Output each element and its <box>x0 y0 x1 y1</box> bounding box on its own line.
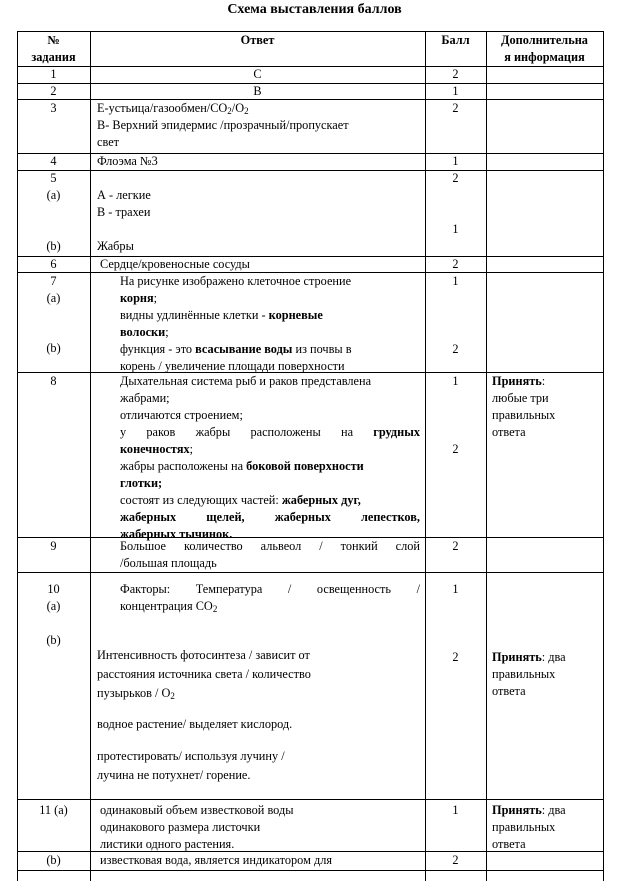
row-10-score-a: 1 <box>452 582 459 596</box>
row-5-answer-b: Жабры <box>97 239 134 253</box>
row-10-answer-b2: водное растение/ выделяет кислород. <box>97 717 293 731</box>
row-5-answer-a: А - легкие В - трахеи <box>97 188 151 219</box>
row-1-num: 1 <box>50 67 57 81</box>
row-5-num-a: (a) <box>46 188 61 202</box>
row-11-num: 11 (a) <box>39 803 68 817</box>
row-12-answer: известковая вода, является индикатором для <box>100 853 332 867</box>
row-12-num: (b) <box>46 853 61 867</box>
row-10-num: 10 <box>47 582 60 596</box>
row-10-answer-b3: протестировать/ используя лучину / лучина не потухнет/ горение. <box>97 749 285 782</box>
row-5-num-b: (b) <box>46 239 61 253</box>
row-4-num: 4 <box>50 154 57 168</box>
row-10-answer-a: Факторы: Температура / освещенность / концентрация $CO_2$ <box>120 582 420 614</box>
row-7-num-a: (a) <box>46 291 61 305</box>
row-6-num: 6 <box>50 257 57 271</box>
row-5-score-a: 2 <box>452 171 459 185</box>
row-3-answer: $Е-устьица/газообмен/CO_2/O_2$ В- Верхний эпидермис /прозрачный/пропускает свет <box>97 101 349 149</box>
row-8-score-a: 1 <box>452 374 459 388</box>
row-4-answer: Флоэма №3 <box>97 154 158 168</box>
row-12-score: 2 <box>452 853 459 867</box>
row-9-answer: Большое количество альвеол / тонкий слой /большая площадь <box>120 539 420 570</box>
header-answer: Ответ <box>240 33 275 47</box>
row-11-score: 1 <box>452 803 459 817</box>
row-4-score: 1 <box>452 154 459 168</box>
row-6-answer: Сердце/кровеносные сосуды <box>100 257 250 271</box>
header-num: № задания <box>31 33 76 64</box>
row-1-score: 2 <box>452 67 459 81</box>
row-10-info: Принять: два правильных ответа <box>492 650 566 698</box>
row-7-answer: На рисунке изображено клеточное строение корня; видны удлинённые клетки - корневые волоски; функция - это всасывание воды из почвы в корень / увеличение площади поверхности <box>120 274 352 373</box>
row-2-answer: В <box>253 84 262 98</box>
header-score: Балл <box>441 33 470 47</box>
row-1-answer: С <box>253 67 262 81</box>
row-5-score-b: 1 <box>452 222 459 236</box>
row-5-num: 5 <box>50 171 57 185</box>
row-9-num: 9 <box>50 539 57 553</box>
row-2-num: 2 <box>50 84 57 98</box>
row-7-num: 7 <box>50 274 57 288</box>
row-6-score: 2 <box>452 257 459 271</box>
row-11-answer: одинаковый объем известковой воды одинакового размера листочки листики одного растения. <box>100 803 294 851</box>
row-10-score-b: 2 <box>452 650 459 664</box>
row-8-answer: Дыхательная система рыб и раков представлена жабрами; отличаются строением; у раков жабры расположены на грудных конечностях; жабры расположены на боковой поверхности глотки; состоят из следующих частей: жаберных дуг, жаберных щелей, жаберных лепестков, жаберных тычинок. <box>120 374 420 541</box>
row-10-answer-b: Интенсивность фотосинтеза / зависит от расстояния источника света / количество пузырьков / $O_2$ <box>97 648 311 701</box>
row-2-score: 1 <box>452 84 459 98</box>
page-title: Схема выставления баллов <box>227 2 402 17</box>
row-3-score: 2 <box>452 101 459 115</box>
row-7-num-b: (b) <box>46 341 61 355</box>
header-info: Дополнительна я информация <box>501 33 588 64</box>
row-10-num-a: (a) <box>46 599 61 613</box>
row-3-num: 3 <box>50 101 57 115</box>
row-8-score-b: 2 <box>452 442 459 456</box>
row-11-info: Принять: два правильных ответа <box>492 803 566 851</box>
row-7-score-a: 1 <box>452 274 459 288</box>
row-10-num-b: (b) <box>46 633 61 647</box>
row-9-score: 2 <box>452 539 459 553</box>
row-8-num: 8 <box>50 374 57 388</box>
row-7-score-b: 2 <box>452 342 459 356</box>
row-8-info: Принять: любые три правильных ответа <box>492 374 556 439</box>
